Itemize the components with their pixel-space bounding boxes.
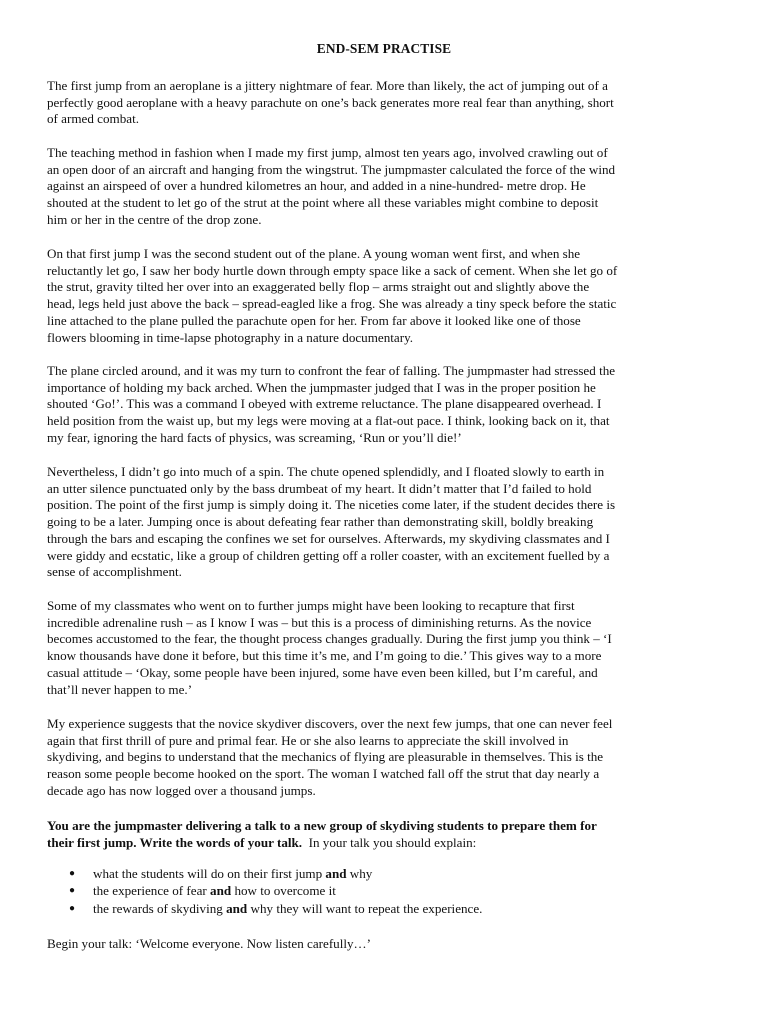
task-prompt [47,818,727,851]
text-line: going to be a later. Jumping once is about defeating fear rather than demonstrating skill, boldly breaking [47,514,594,530]
text-line: an utter silence punctuated only by the bass drumbeat of my heart. It didn’t matter that I’d failed to hold [47,480,592,496]
bullet-icon: ● [69,902,76,914]
text-line: The first jump from an aeroplane is a jittery nightmare of fear. More than likely, the act of jumping out of a [47,78,608,93]
page-title: END-SEM PRACTISE [316,41,452,56]
text-line: incredible adrenaline rush – as I know I was – but this is a process of diminishing returns. As the novice [47,614,592,630]
task-line-2-bold: their first jump. Write the words of your talk. [47,834,303,850]
text-line: against an airspeed of over a hundred kilometres an hour, and added in a nine-hundred- metre drop. He [47,178,586,194]
text-line: Nevertheless, I didn’t go into much of a spin. The chute opened splendidly, and I floated slowly to earth in [47,464,605,479]
task-line-2-rest: In your talk you should explain: [302,834,477,850]
text-line: The plane circled around, and it was my turn to confront the fear of falling. The jumpmaster had stressed the [47,363,616,378]
text-line: reluctantly let go, I saw her body hurtle down through empty space like a sack of cement. When she let go of [47,262,618,278]
requirements-list [47,866,727,918]
task-line-1-text: You are the jumpmaster delivering a talk to a new group of skydiving students to prepare them for [47,818,597,833]
paragraph-2 [47,145,727,229]
text-line: flowers blooming in time-lapse photography in a nature documentary. [47,329,414,345]
text-line: casual attitude – ‘Okay, some people have been injured, some have even been killed, but I’m careful, and [47,664,598,680]
text-line: shouted at the student to let go of the strut at the point where all these variables might combine to deposit [47,195,599,211]
paragraph-3 [47,246,727,346]
list-item-bold: and [210,883,232,899]
list-item-text: the rewards of skydiving [93,900,227,916]
paragraph-1 [47,78,727,128]
list-item-text: the experience of fear [93,883,211,899]
task-line-1 [47,818,727,835]
text-line: reason some people become hooked on the sport. The woman I watched fall off the strut that day nearly a [47,766,600,782]
text-line: My experience suggests that the novice skydiver discovers, over the next few jumps, that one can never feel [47,716,613,731]
list-item [47,901,727,918]
text-line: head, legs held just above the back – spread-eagled like a frog. She was already a tiny speck before the static [47,296,617,312]
text-line: my fear, ignoring the hard facts of physics, was screaming, ‘Run or you’ll die!’ [47,429,462,445]
text-line: him or her in the centre of the drop zone. [47,211,262,227]
text-line: perfectly good aeroplane with a heavy parachute on one’s back generates more real fear than anything, short [47,94,614,110]
bullet-icon: ● [69,868,76,879]
text-line: shouted ‘Go!’. This was a command I obeyed with extreme reluctance. The plane disappeared overhead. I [47,396,602,412]
text-line: the strut, gravity tilted her over into an exaggerated belly flop – arms straight out and slightly above the [47,279,590,295]
list-item [47,883,727,900]
list-item-bold: and [226,900,248,916]
text-line: held position from the waist up, but my legs were moving at a flat-out pace. I think, looking back on it, that [47,413,610,429]
task-line-2 [47,835,727,852]
paragraph-6 [47,598,727,698]
paragraph-5 [47,464,727,581]
text-line: sense of accomplishment. [47,564,182,580]
text-line: through the bars and escaping the confines we set for ourselves. Afterwards, my skydiving classmates and I [47,530,610,546]
closing-text: Begin your talk: ‘Welcome everyone. Now listen carefully…’ [47,936,371,951]
text-line: again that first thrill of pure and primal fear. He or she also learns to appreciate the skill involved in [47,732,569,748]
list-item-text: what the students will do on their first jump [93,866,326,881]
text-line: were giddy and ecstatic, like a group of children getting off a roller coaster, with an excitement fuelled by a [47,547,610,563]
bullet-icon: ● [69,885,76,897]
text-line: importance of holding my back arched. When the jumpmaster judged that I was in the proper position he [47,379,596,395]
text-line: of armed combat. [47,111,139,127]
text-line: becomes accustomed to the fear, the thought process changes gradually. During the first jump you think – ‘I [47,631,612,647]
text-line: position. The point of the first jump is simply doing it. The niceties come later, if the student decides there is [47,497,616,513]
text-line: line attached to the plane pulled the parachute open for her. From far above it looked like one of those [47,312,581,328]
text-line: decade ago has now logged over a thousand jumps. [47,782,316,798]
text-line: The teaching method in fashion when I made my first jump, almost ten years ago, involved crawling out of [47,145,608,160]
list-item [47,866,727,883]
paragraph-7 [47,716,727,800]
closing-instruction [47,936,727,953]
list-item-text: why they will want to repeat the experience. [247,900,483,916]
list-item-text: why [346,866,373,881]
text-line: skydiving, and begins to understand that the mechanics of flying are pleasurable in themselves. This is the [47,749,604,765]
list-item-bold: and [325,866,347,881]
list-item-text: how to overcome it [231,883,336,899]
text-line: know thousands have done it before, but this time it’s me, and I’m going to die.’ This gives way to a more [47,648,602,664]
text-line: Some of my classmates who went on to further jumps might have been looking to recapture that first [47,598,575,613]
text-line: that’ll never happen to me.’ [47,681,193,697]
text-line: an open door of an aircraft and hanging from the wingstrut. The jumpmaster calculated the force of the wind [47,161,616,177]
paragraph-4 [47,363,727,447]
text-line: On that first jump I was the second student out of the plane. A young woman went first, and when she [47,246,581,261]
